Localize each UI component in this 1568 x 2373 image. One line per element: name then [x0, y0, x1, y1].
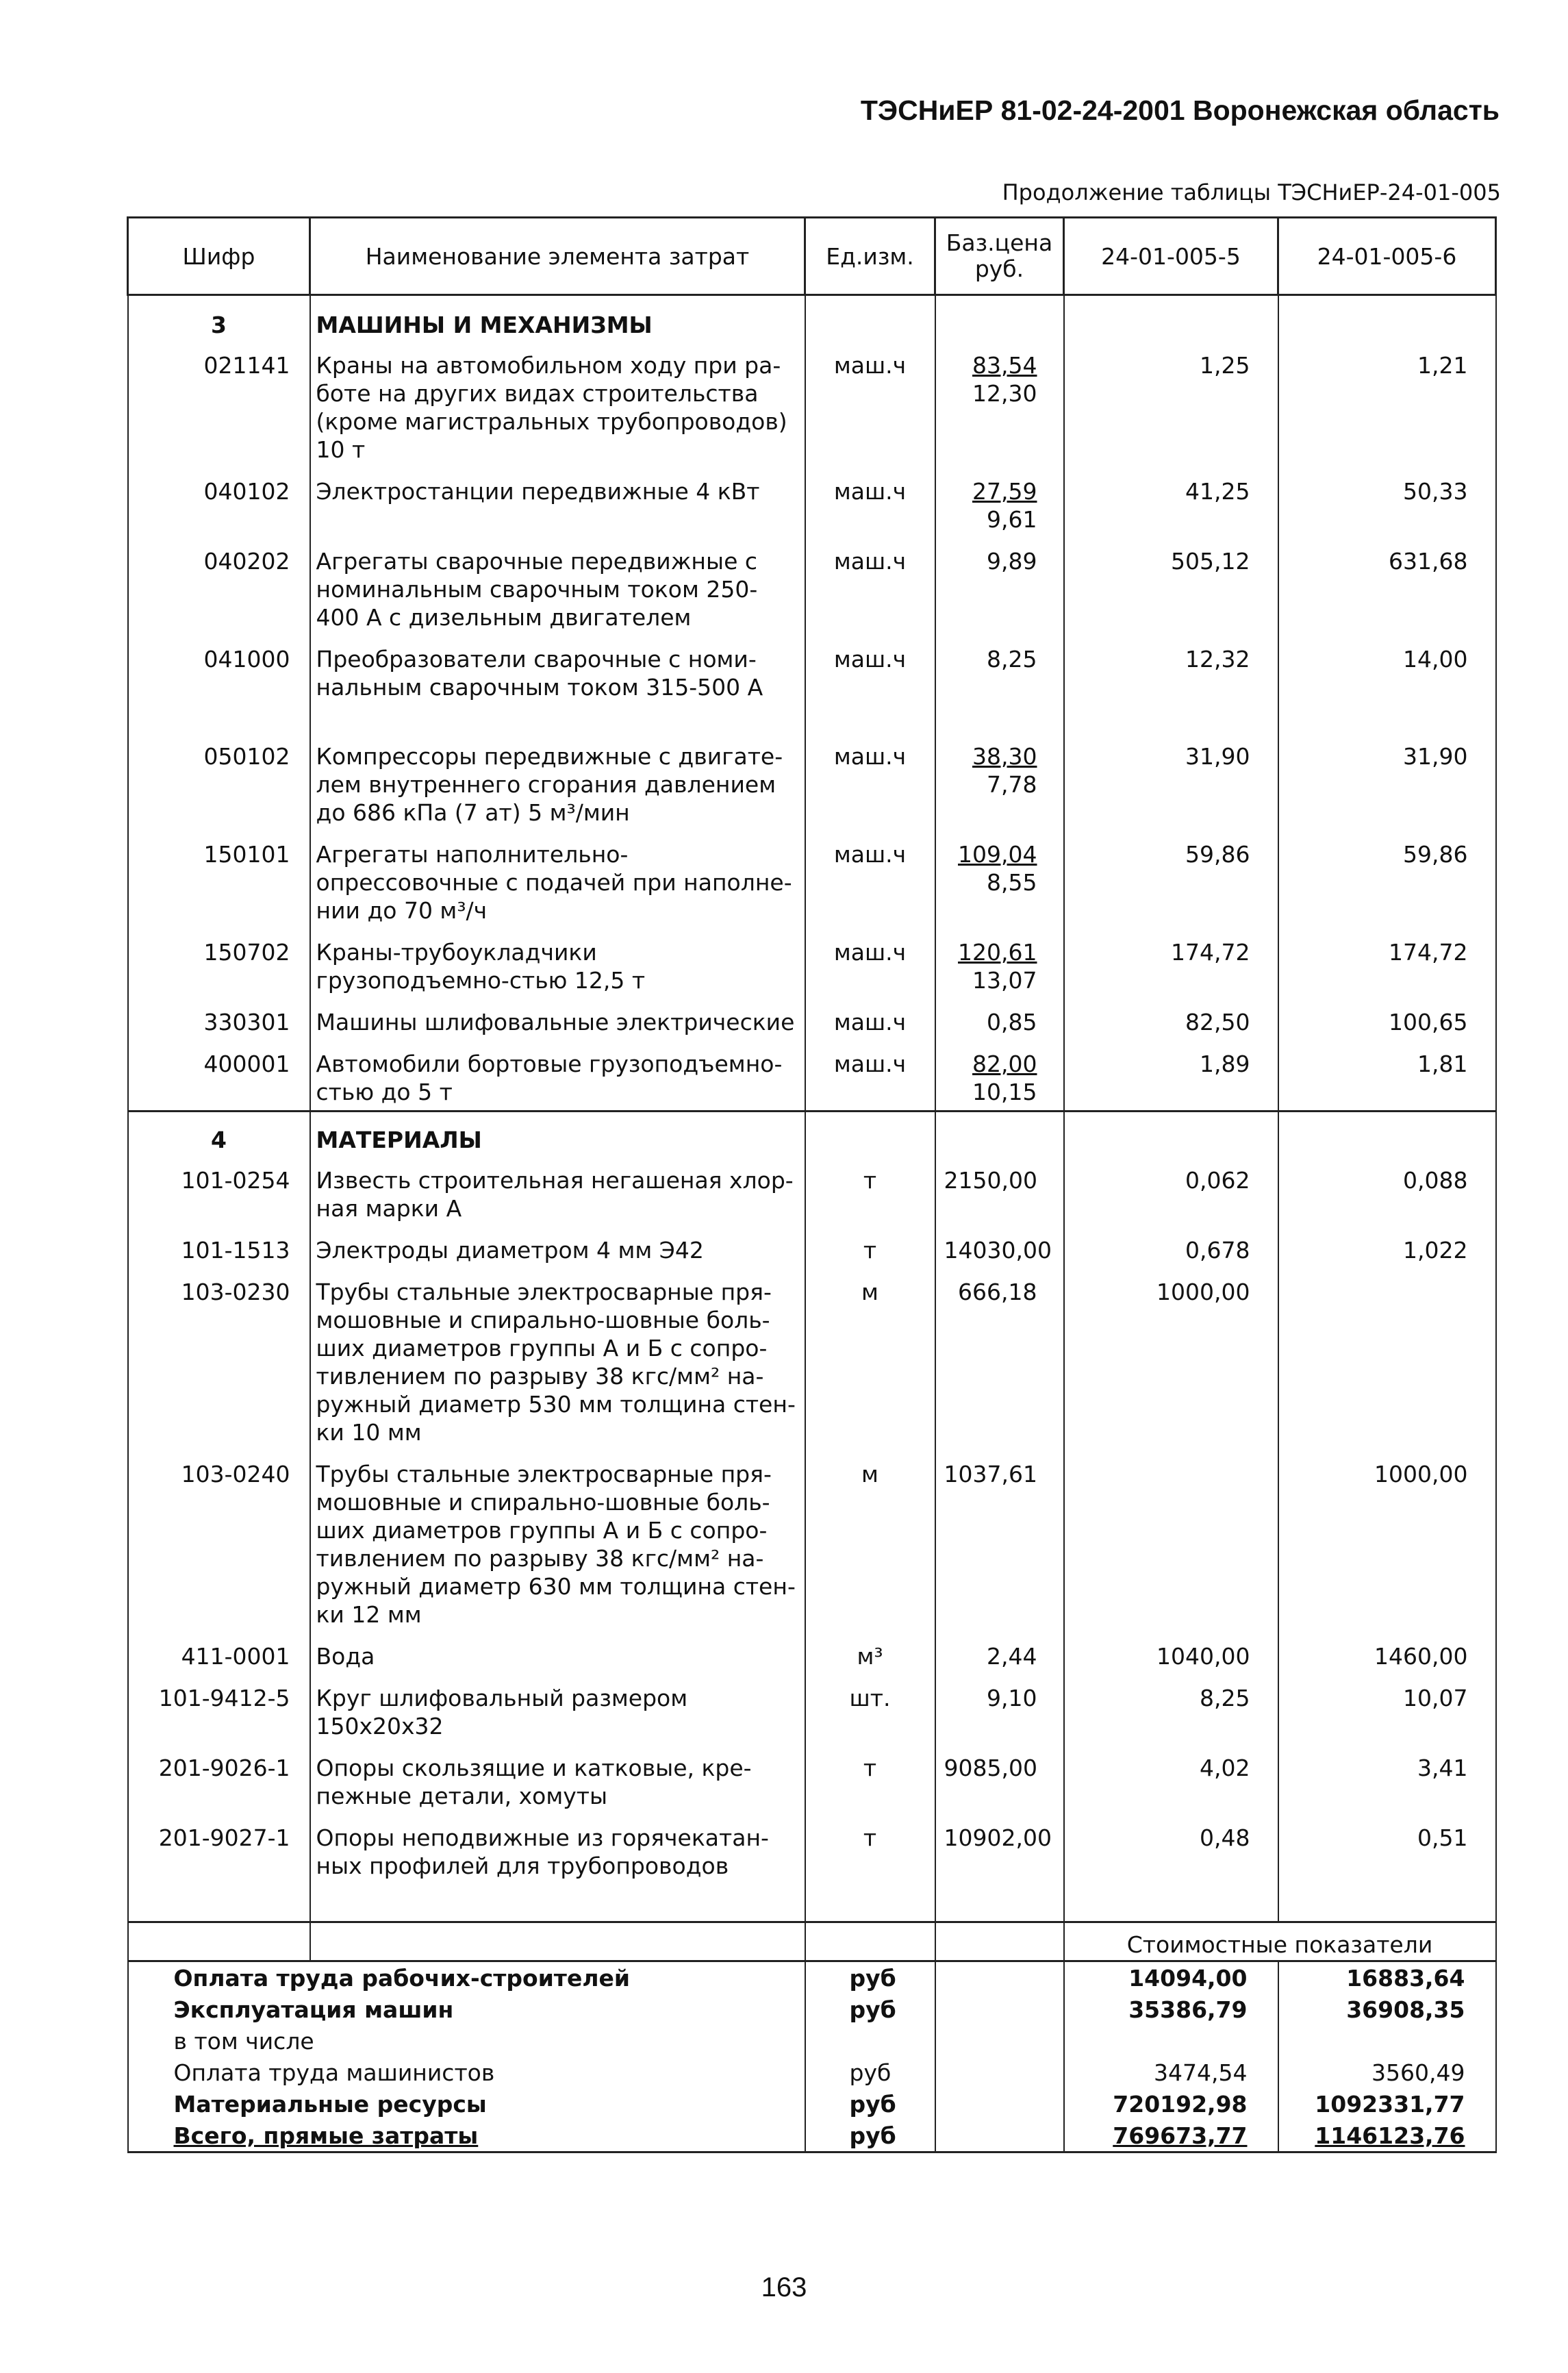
variant-1-value: 4,02 — [1064, 1744, 1278, 1814]
table-body — [128, 295, 1496, 1922]
table-row — [128, 1157, 1496, 1227]
base-price — [935, 636, 1064, 705]
column-header-variant-2: 24-01-005-6 — [1278, 218, 1496, 295]
base-price-value: 14030,00 — [944, 1237, 1052, 1264]
resource-name: Опоры неподвижные из горячекатан-ных профилей для трубопроводов — [310, 1814, 805, 1884]
resource-name: Круг шлифовальный размером 150х20х32 — [310, 1674, 805, 1744]
cost-variant-2 — [1278, 2025, 1496, 2057]
resource-code: 150702 — [128, 929, 310, 999]
variant-2-value: 174,72 — [1278, 929, 1496, 999]
table-row — [128, 636, 1496, 705]
variant-2-value: 31,90 — [1278, 733, 1496, 831]
base-price-wage-part: 8,55 — [987, 869, 1037, 896]
base-price-value: 666,18 — [958, 1279, 1037, 1305]
empty-cell — [310, 1884, 805, 1922]
base-price — [935, 999, 1064, 1040]
variant-1-value: 1,25 — [1064, 342, 1278, 468]
cost-variant-1 — [1064, 2025, 1278, 2057]
cost-row — [128, 2088, 1496, 2120]
variant-2-value: 10,07 — [1278, 1674, 1496, 1744]
resource-unit: м — [805, 1451, 935, 1633]
cost-unit: руб — [805, 2088, 935, 2120]
empty-cell — [805, 1884, 935, 1922]
empty-cell — [935, 1961, 1064, 1994]
empty-cell — [128, 1884, 310, 1922]
base-price — [935, 1633, 1064, 1674]
cost-caption: Стоимостные показатели — [1064, 1922, 1496, 1961]
variant-2-value — [1278, 1268, 1496, 1451]
resource-name: Трубы стальные электросварные пря-мошовные и спирально-шовные боль-ших диаметров группы А и Б с сопро-тивлением по разрыву 38 кгс/мм² на-ружный диаметр 630 мм толщина стен-ки 12 мм — [310, 1451, 805, 1633]
base-price — [935, 1157, 1064, 1227]
resource-code: 040102 — [128, 468, 310, 538]
table-continuation-caption: Продолжение таблицы ТЭСНиЕР-24-01-005 — [1002, 179, 1501, 205]
resource-name: Трубы стальные электросварные пря-мошовные и спирально-шовные боль-ших диаметров группы А и Б с сопро-тивлением по разрыву 38 кгс/мм² на-ружный диаметр 530 мм толщина стен-ки 10 мм — [310, 1268, 805, 1451]
resource-name: Машины шлифовальные электрические — [310, 999, 805, 1040]
document-title: ТЭСНиЕР 81-02-24-2001 Воронежская область — [860, 95, 1500, 126]
empty-cell — [128, 1922, 310, 1961]
base-price — [935, 929, 1064, 999]
empty-cell — [1278, 1884, 1496, 1922]
empty-cell — [1278, 1112, 1496, 1157]
variant-1-value — [1064, 1451, 1278, 1633]
cost-label: в том числе — [128, 2025, 805, 2057]
table-header-row — [128, 218, 1496, 295]
base-price-value: 8,25 — [987, 646, 1037, 673]
table-row — [128, 468, 1496, 538]
base-price — [935, 1227, 1064, 1268]
spacer-row — [128, 1884, 1496, 1922]
base-price-value: 2150,00 — [944, 1167, 1037, 1194]
base-price — [935, 1040, 1064, 1112]
variant-2-value: 59,86 — [1278, 831, 1496, 929]
variant-2-value: 1460,00 — [1278, 1633, 1496, 1674]
base-price-value: 82,00 — [972, 1051, 1037, 1077]
base-price-value: 9,89 — [987, 548, 1037, 575]
empty-cell — [935, 2025, 1064, 2057]
variant-2-value: 0,088 — [1278, 1157, 1496, 1227]
empty-cell — [935, 705, 1064, 733]
column-header-variant-1: 24-01-005-5 — [1064, 218, 1278, 295]
variant-1-value: 31,90 — [1064, 733, 1278, 831]
variant-2-value: 1,81 — [1278, 1040, 1496, 1112]
cost-unit: руб — [805, 1961, 935, 1994]
resource-name: Электроды диаметром 4 мм Э42 — [310, 1227, 805, 1268]
page-number: 163 — [761, 2272, 807, 2302]
section-title: МАШИНЫ И МЕХАНИЗМЫ — [310, 295, 805, 342]
cost-label: Оплата труда машинистов — [128, 2057, 805, 2088]
resource-unit: маш.ч — [805, 538, 935, 636]
variant-1-value: 1000,00 — [1064, 1268, 1278, 1451]
variant-2-value: 50,33 — [1278, 468, 1496, 538]
empty-cell — [805, 705, 935, 733]
resource-name: Известь строительная негашеная хлор-ная марки А — [310, 1157, 805, 1227]
cost-label: Эксплуатация машин — [128, 1994, 805, 2025]
base-price — [935, 342, 1064, 468]
table-row — [128, 999, 1496, 1040]
cost-variant-2: 3560,49 — [1278, 2057, 1496, 2088]
resource-code: 041000 — [128, 636, 310, 705]
resource-code: 103-0230 — [128, 1268, 310, 1451]
resource-code: 400001 — [128, 1040, 310, 1112]
column-header-price: Баз.цена руб. — [935, 218, 1064, 295]
empty-cell — [935, 1922, 1064, 1961]
resource-name: Краны на автомобильном ходу при ра-боте на других видах строительства (кроме магистральных трубопроводов) 10 т — [310, 342, 805, 468]
resource-code: 021141 — [128, 342, 310, 468]
table-row — [128, 1451, 1496, 1633]
base-price-value: 120,61 — [958, 939, 1037, 966]
base-price — [935, 538, 1064, 636]
empty-cell — [935, 2057, 1064, 2088]
variant-1-value: 505,12 — [1064, 538, 1278, 636]
base-price-value: 2,44 — [987, 1643, 1037, 1670]
variant-2-value: 631,68 — [1278, 538, 1496, 636]
empty-cell — [805, 1922, 935, 1961]
section-number: 3 — [128, 295, 310, 342]
resource-unit: маш.ч — [805, 733, 935, 831]
section-number: 4 — [128, 1112, 310, 1157]
resource-unit: маш.ч — [805, 999, 935, 1040]
cost-label: Оплата труда рабочих-строителей — [128, 1961, 805, 1994]
resource-unit: маш.ч — [805, 831, 935, 929]
resource-name: Краны-трубоукладчики грузоподъемно-стью 12,5 т — [310, 929, 805, 999]
base-price — [935, 1268, 1064, 1451]
cost-row — [128, 2025, 1496, 2057]
table-row — [128, 929, 1496, 999]
resource-code: 201-9027-1 — [128, 1814, 310, 1884]
section-title: МАТЕРИАЛЫ — [310, 1112, 805, 1157]
variant-1-value: 82,50 — [1064, 999, 1278, 1040]
empty-cell — [935, 295, 1064, 342]
variant-1-value: 0,48 — [1064, 1814, 1278, 1884]
variant-1-value: 0,062 — [1064, 1157, 1278, 1227]
table-row — [128, 1227, 1496, 1268]
cost-variant-2: 36908,35 — [1278, 1994, 1496, 2025]
resource-code: 101-1513 — [128, 1227, 310, 1268]
cost-variant-2: 1092331,77 — [1278, 2088, 1496, 2120]
base-price-value: 9,10 — [987, 1685, 1037, 1711]
resource-name: Агрегаты наполнительно-опрессовочные с подачей при наполне-нии до 70 м³/ч — [310, 831, 805, 929]
resource-unit: т — [805, 1157, 935, 1227]
resource-unit: м³ — [805, 1633, 935, 1674]
table-row — [128, 1814, 1496, 1884]
resource-name: Опоры скользящие и катковые, кре-пежные детали, хомуты — [310, 1744, 805, 1814]
resource-unit: маш.ч — [805, 342, 935, 468]
resource-name: Преобразователи сварочные с номи-нальным сварочным током 315-500 А — [310, 636, 805, 705]
resource-code: 050102 — [128, 733, 310, 831]
variant-2-value: 1000,00 — [1278, 1451, 1496, 1633]
table-row — [128, 538, 1496, 636]
variant-1-value: 0,678 — [1064, 1227, 1278, 1268]
resource-unit: т — [805, 1814, 935, 1884]
empty-cell — [1064, 1884, 1278, 1922]
table-row — [128, 733, 1496, 831]
column-header-name: Наименование элемента затрат — [310, 218, 805, 295]
variant-1-value: 174,72 — [1064, 929, 1278, 999]
cost-variant-2: 1146123,76 — [1278, 2120, 1496, 2152]
base-price-wage-part: 9,61 — [987, 506, 1037, 533]
base-price-value: 0,85 — [987, 1009, 1037, 1035]
cost-variant-1: 14094,00 — [1064, 1961, 1278, 1994]
spacer-row — [128, 705, 1496, 733]
variant-2-value: 1,21 — [1278, 342, 1496, 468]
cost-variant-1: 720192,98 — [1064, 2088, 1278, 2120]
empty-cell — [1278, 295, 1496, 342]
resource-code: 101-9412-5 — [128, 1674, 310, 1744]
cost-row — [128, 1994, 1496, 2025]
empty-cell — [310, 1922, 805, 1961]
base-price-wage-part: 10,15 — [972, 1079, 1037, 1105]
empty-cell — [1064, 295, 1278, 342]
base-price-wage-part: 12,30 — [972, 380, 1037, 407]
resource-name: Автомобили бортовые грузоподъемно-стью до 5 т — [310, 1040, 805, 1112]
cost-row — [128, 2057, 1496, 2088]
table-row — [128, 1633, 1496, 1674]
resource-code: 201-9026-1 — [128, 1744, 310, 1814]
base-price — [935, 831, 1064, 929]
base-price-wage-part: 13,07 — [972, 967, 1037, 994]
resource-name: Электростанции передвижные 4 кВт — [310, 468, 805, 538]
cost-label: Всего, прямые затраты — [128, 2120, 805, 2152]
resource-unit: маш.ч — [805, 468, 935, 538]
empty-cell — [935, 1994, 1064, 2025]
empty-cell — [805, 1112, 935, 1157]
cost-variant-1: 35386,79 — [1064, 1994, 1278, 2025]
empty-cell — [1064, 705, 1278, 733]
variant-2-value: 0,51 — [1278, 1814, 1496, 1884]
resource-code: 411-0001 — [128, 1633, 310, 1674]
cost-summary — [128, 1922, 1496, 2152]
empty-cell — [935, 2088, 1064, 2120]
empty-cell — [310, 705, 805, 733]
resource-table — [127, 216, 1497, 2153]
resource-name: Агрегаты сварочные передвижные с номинальным сварочным током 250-400 А с дизельным двигателем — [310, 538, 805, 636]
cost-row — [128, 1961, 1496, 1994]
table-row — [128, 1744, 1496, 1814]
base-price — [935, 468, 1064, 538]
base-price-wage-part: 7,78 — [987, 771, 1037, 798]
variant-1-value: 8,25 — [1064, 1674, 1278, 1744]
section-row — [128, 1112, 1496, 1157]
section-row — [128, 295, 1496, 342]
cost-variant-2: 16883,64 — [1278, 1961, 1496, 1994]
resource-unit: т — [805, 1744, 935, 1814]
cost-row — [128, 2120, 1496, 2152]
base-price-value: 109,04 — [958, 841, 1037, 868]
cost-unit — [805, 2025, 935, 2057]
base-price-value: 9085,00 — [944, 1755, 1037, 1781]
cost-caption-row — [128, 1922, 1496, 1961]
resource-code: 150101 — [128, 831, 310, 929]
cost-unit: руб — [805, 2057, 935, 2088]
variant-1-value: 1040,00 — [1064, 1633, 1278, 1674]
empty-cell — [935, 2120, 1064, 2152]
base-price-value: 10902,00 — [944, 1824, 1052, 1851]
resource-code: 101-0254 — [128, 1157, 310, 1227]
table-row — [128, 1040, 1496, 1112]
cost-unit: руб — [805, 1994, 935, 2025]
base-price — [935, 1674, 1064, 1744]
base-price — [935, 1814, 1064, 1884]
table-row — [128, 1268, 1496, 1451]
empty-cell — [128, 705, 310, 733]
resource-code: 103-0240 — [128, 1451, 310, 1633]
table-row — [128, 342, 1496, 468]
variant-1-value: 41,25 — [1064, 468, 1278, 538]
resource-name: Компрессоры передвижные с двигате-лем внутреннего сгорания давлением до 686 кПа (7 ат) 5 м³/мин — [310, 733, 805, 831]
resource-code: 040202 — [128, 538, 310, 636]
empty-cell — [935, 1112, 1064, 1157]
variant-2-value: 3,41 — [1278, 1744, 1496, 1814]
cost-variant-1: 769673,77 — [1064, 2120, 1278, 2152]
resource-unit: маш.ч — [805, 1040, 935, 1112]
base-price-value: 27,59 — [972, 478, 1037, 505]
variant-1-value: 1,89 — [1064, 1040, 1278, 1112]
empty-cell — [1278, 705, 1496, 733]
variant-1-value: 12,32 — [1064, 636, 1278, 705]
base-price-value: 1037,61 — [944, 1461, 1037, 1487]
base-price — [935, 1451, 1064, 1633]
variant-2-value: 100,65 — [1278, 999, 1496, 1040]
cost-label: Материальные ресурсы — [128, 2088, 805, 2120]
table-row — [128, 831, 1496, 929]
variant-1-value: 59,86 — [1064, 831, 1278, 929]
cost-unit: руб — [805, 2120, 935, 2152]
resource-unit: м — [805, 1268, 935, 1451]
base-price-value: 83,54 — [972, 352, 1037, 379]
empty-cell — [805, 295, 935, 342]
resource-unit: маш.ч — [805, 636, 935, 705]
resource-name: Вода — [310, 1633, 805, 1674]
table-row — [128, 1674, 1496, 1744]
cost-variant-1: 3474,54 — [1064, 2057, 1278, 2088]
variant-2-value: 14,00 — [1278, 636, 1496, 705]
empty-cell — [1064, 1112, 1278, 1157]
empty-cell — [935, 1884, 1064, 1922]
resource-unit: т — [805, 1227, 935, 1268]
resource-code: 330301 — [128, 999, 310, 1040]
resource-unit: шт. — [805, 1674, 935, 1744]
variant-2-value: 1,022 — [1278, 1227, 1496, 1268]
base-price-value: 38,30 — [972, 743, 1037, 770]
column-header-code: Шифр — [128, 218, 310, 295]
base-price — [935, 733, 1064, 831]
resource-unit: маш.ч — [805, 929, 935, 999]
base-price — [935, 1744, 1064, 1814]
column-header-unit: Ед.изм. — [805, 218, 935, 295]
